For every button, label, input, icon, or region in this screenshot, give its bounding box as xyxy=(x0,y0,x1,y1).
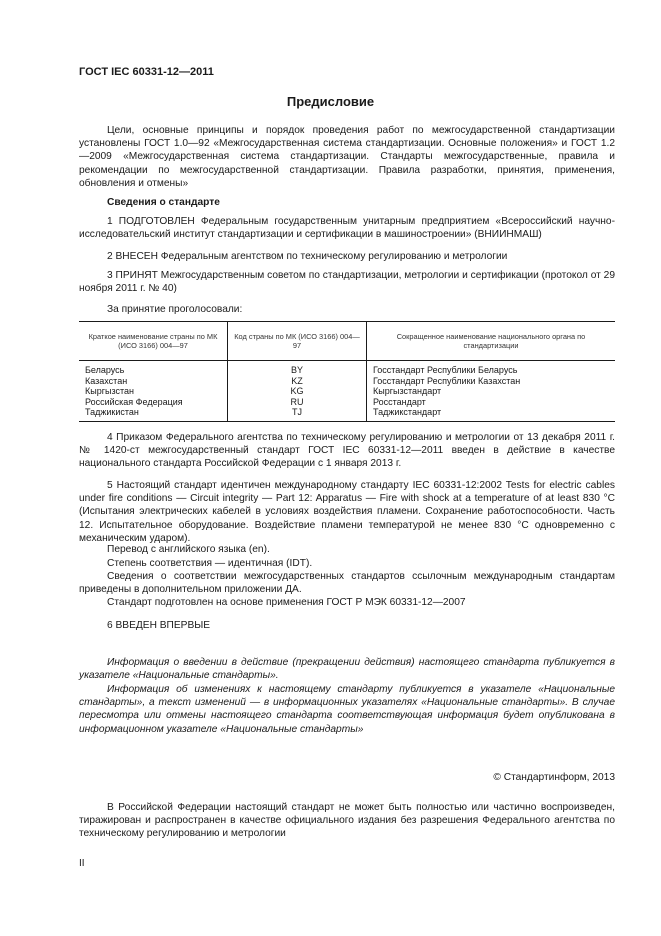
document-code: ГОСТ IEC 60331-12—2011 xyxy=(79,66,214,78)
country-name: Казахстан xyxy=(85,375,128,386)
country-code: KZ xyxy=(228,376,367,387)
page-title: Предисловие xyxy=(286,94,375,109)
page-number: II xyxy=(79,858,85,869)
item-1-prepared: 1 ПОДГОТОВЛЕН Федеральным государственным унитарным предприятием «Всероссийский научно-исследовательский институт стандартизации и сертификации в машиностроении» (ВНИИНМАШ) xyxy=(79,216,615,241)
table-header-country: Краткое наименование страны по МК (ИСО 3166) 004—97 xyxy=(79,322,228,361)
item-5-basis: Стандарт подготовлен на основе применения ГОСТ Р МЭК 60331-12—2007 xyxy=(107,597,466,608)
item-5-identical: 5 Настоящий стандарт идентичен международному стандарту IEC 60331-12:2002 Tests for electric cables under fire conditions — Circuit integrity — Part 12: Apparatus — Fire with shock at a temperature of at least 830 °C (Испытания электрических кабелей в условиях воздействия пламени. Сохранение работоспособности. Часть 12. Испытательное оборудование. Воздействие пламени температурой не менее 830 °С одновременно с механическим ударом). xyxy=(79,480,615,544)
notice-changes: Информация об изменениях к настоящему стандарту публикуется в указателе «Национальные стандарты», а текст изменений — в информационных указателях «Национальные стандарты». В случае пересмотра или отмены настоящего стандарта соответствующая информация будет опубликована в информационном указателе «Национальные стандарты» xyxy=(79,684,615,735)
copyright: © Стандартинформ, 2013 xyxy=(493,772,615,783)
standards-body: Кыргызстандарт xyxy=(373,386,442,397)
item-5-degree: Степень соответствия — идентичная (IDT). xyxy=(107,558,313,569)
standards-body: Росстандарт xyxy=(373,396,426,407)
item-6-first: 6 ВВЕДЕН ВПЕРВЫЕ xyxy=(107,620,211,631)
table-row xyxy=(79,397,615,408)
legal-notice: В Российской Федерации настоящий стандарт не может быть полностью или частично воспроизведен, тиражирован и распространен в качестве официального издания без разрешения Федерального агентства по техническому регулированию и метрологии xyxy=(79,802,615,840)
table-header-body: Сокращенное наименование национального органа по стандартизации xyxy=(367,322,616,361)
table-row xyxy=(79,376,615,387)
country-name: Беларусь xyxy=(85,365,125,375)
item-5-references: Сведения о соответствии межгосударственных стандартов ссылочным международным стандартам приведены в дополнительном приложении ДА. xyxy=(79,571,615,596)
country-name: Российская Федерация xyxy=(85,396,183,407)
item-5-translation: Перевод с английского языка (en). xyxy=(107,544,270,555)
country-name: Кыргызстан xyxy=(85,386,134,397)
voting-table xyxy=(79,321,615,422)
standards-body: Таджикстандарт xyxy=(367,407,616,421)
country-code: BY xyxy=(228,361,367,376)
country-name: Таджикистан xyxy=(79,407,228,421)
vote-intro: За принятие проголосовали: xyxy=(107,304,243,315)
intro-paragraph: Цели, основные принципы и порядок проведения работ по межгосударственной стандартизации установлены ГОСТ 1.0—92 «Межгосударственная система стандартизации. Основные положения» и ГОСТ 1.2—2009 «Межгосударственная система стандартизации. Стандарты межгосударственные, правила и рекомендации по межгосударственной стандартизации. Правила разработки, принятия, применения, обновления и отмены» xyxy=(79,125,615,189)
notice-introduction: Информация о введении в действие (прекращении действия) настоящего стандарта публикуется в указателе «Национальные стандарты». xyxy=(79,657,615,682)
country-code: RU xyxy=(228,397,367,408)
table-header-code: Код страны по МК (ИСО 3166) 004—97 xyxy=(228,322,367,361)
country-code: KG xyxy=(228,386,367,397)
table-row xyxy=(79,386,615,397)
standards-body: Госстандарт Республики Беларусь xyxy=(373,365,518,375)
item-2-introduced: 2 ВНЕСЕН Федеральным агентством по техническому регулированию и метрологии xyxy=(107,251,508,262)
table-row xyxy=(79,407,615,421)
country-code: TJ xyxy=(228,407,367,421)
item-3-adopted: 3 ПРИНЯТ Межгосударственным советом по стандартизации, метрологии и сертификации (протокол от 29 ноября 2011 г. № 40) xyxy=(79,270,615,295)
standards-body: Госстандарт Республики Казахстан xyxy=(373,375,521,386)
table-header-row xyxy=(79,322,615,361)
info-heading: Сведения о стандарте xyxy=(107,197,220,208)
table-row xyxy=(79,361,615,376)
item-4-order: 4 Приказом Федерального агентства по техническому регулированию и метрологии от 13 декабря 2011 г. № 1420-ст межгосударственный стандарт ГОСТ IEC 60331-12—2011 введен в действие в качестве национального стандарта Российской Федерации с 1 января 2013 г. xyxy=(79,432,615,470)
